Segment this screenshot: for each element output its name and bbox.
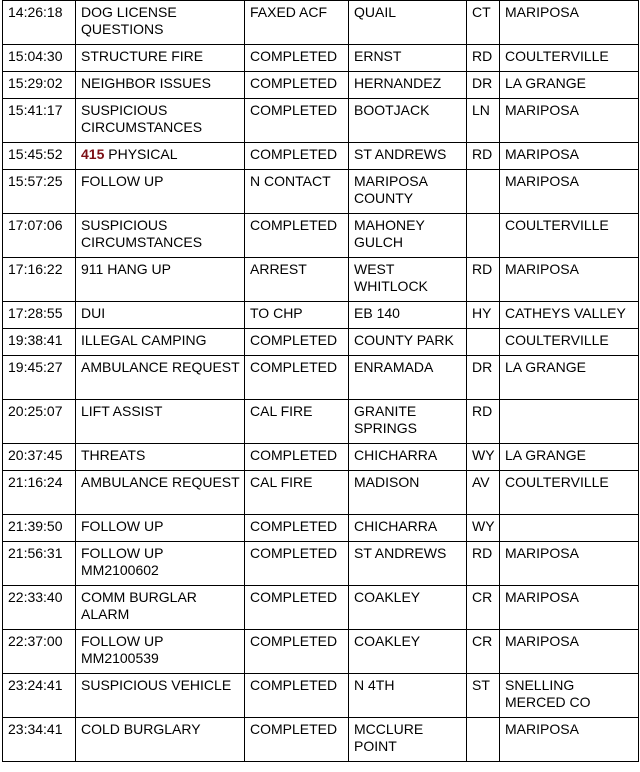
street-suffix-cell xyxy=(467,170,500,214)
time-cell: 15:41:17 xyxy=(3,99,76,143)
table-row xyxy=(3,1,639,45)
disposition-cell: COMPLETED xyxy=(245,515,349,542)
city-cell: COULTERVILLE xyxy=(500,329,639,356)
city-cell: LA GRANGE xyxy=(500,356,639,400)
city-cell: COULTERVILLE xyxy=(500,45,639,72)
call-type-cell: FOLLOW UP MM2100539 xyxy=(76,630,245,674)
table-row xyxy=(3,72,639,99)
disposition-cell: COMPLETED xyxy=(245,630,349,674)
table-row xyxy=(3,329,639,356)
disposition-cell: FAXED ACF xyxy=(245,1,349,45)
disposition-cell: COMPLETED xyxy=(245,444,349,471)
street-suffix-cell: RD xyxy=(467,143,500,170)
time-cell: 17:07:06 xyxy=(3,214,76,258)
call-type-cell: COLD BURGLARY xyxy=(76,718,245,762)
street-cell: ST ANDREWS xyxy=(349,143,467,170)
disposition-cell: COMPLETED xyxy=(245,542,349,586)
call-type-cell: FOLLOW UP xyxy=(76,515,245,542)
disposition-cell: COMPLETED xyxy=(245,329,349,356)
city-cell: MARIPOSA xyxy=(500,258,639,302)
city-cell xyxy=(500,515,639,542)
table-row xyxy=(3,214,639,258)
disposition-cell: COMPLETED xyxy=(245,718,349,762)
street-cell: QUAIL xyxy=(349,1,467,45)
street-suffix-cell: ST xyxy=(467,674,500,718)
street-cell: ENRAMADA xyxy=(349,356,467,400)
disposition-cell: COMPLETED xyxy=(245,45,349,72)
call-type-cell: THREATS xyxy=(76,444,245,471)
street-cell: CHICHARRA xyxy=(349,444,467,471)
call-log-table xyxy=(2,0,639,762)
table-row xyxy=(3,45,639,72)
city-cell: MARIPOSA xyxy=(500,718,639,762)
city-cell: COULTERVILLE xyxy=(500,214,639,258)
call-type-cell: SUSPICIOUS CIRCUMSTANCES xyxy=(76,99,245,143)
time-cell: 22:33:40 xyxy=(3,586,76,630)
time-cell: 15:29:02 xyxy=(3,72,76,99)
street-suffix-cell: WY xyxy=(467,444,500,471)
city-cell: MARIPOSA xyxy=(500,99,639,143)
table-row xyxy=(3,143,639,170)
city-cell: LA GRANGE xyxy=(500,444,639,471)
disposition-cell: COMPLETED xyxy=(245,356,349,400)
street-suffix-cell: WY xyxy=(467,515,500,542)
time-cell: 20:37:45 xyxy=(3,444,76,471)
table-row xyxy=(3,400,639,444)
call-type-cell: FOLLOW UP xyxy=(76,170,245,214)
disposition-cell: COMPLETED xyxy=(245,214,349,258)
disposition-cell: TO CHP xyxy=(245,302,349,329)
street-suffix-cell xyxy=(467,214,500,258)
street-suffix-cell: AV xyxy=(467,471,500,515)
disposition-cell: COMPLETED xyxy=(245,72,349,99)
disposition-cell: N CONTACT xyxy=(245,170,349,214)
call-type-cell: COMM BURGLAR ALARM xyxy=(76,586,245,630)
street-cell: COAKLEY xyxy=(349,630,467,674)
city-cell: CATHEYS VALLEY xyxy=(500,302,639,329)
time-cell: 23:34:41 xyxy=(3,718,76,762)
table-row xyxy=(3,542,639,586)
street-cell: MARIPOSA COUNTY xyxy=(349,170,467,214)
street-cell: GRANITE SPRINGS xyxy=(349,400,467,444)
street-suffix-cell: RD xyxy=(467,542,500,586)
table-row xyxy=(3,674,639,718)
street-suffix-cell: CR xyxy=(467,630,500,674)
time-cell: 15:45:52 xyxy=(3,143,76,170)
call-type-cell: ILLEGAL CAMPING xyxy=(76,329,245,356)
city-cell xyxy=(500,400,639,444)
street-cell: MADISON xyxy=(349,471,467,515)
city-cell: COULTERVILLE xyxy=(500,471,639,515)
time-cell: 17:16:22 xyxy=(3,258,76,302)
disposition-cell: COMPLETED xyxy=(245,143,349,170)
call-type-cell: STRUCTURE FIRE xyxy=(76,45,245,72)
street-cell: CHICHARRA xyxy=(349,515,467,542)
street-cell: MCCLURE POINT xyxy=(349,718,467,762)
street-suffix-cell: CT xyxy=(467,1,500,45)
incident-code: 415 xyxy=(81,146,105,162)
city-cell: LA GRANGE xyxy=(500,72,639,99)
time-cell: 15:57:25 xyxy=(3,170,76,214)
street-cell: COAKLEY xyxy=(349,586,467,630)
street-suffix-cell: HY xyxy=(467,302,500,329)
call-type-cell: DOG LICENSE QUESTIONS xyxy=(76,1,245,45)
street-cell: WEST WHITLOCK xyxy=(349,258,467,302)
table-row xyxy=(3,170,639,214)
call-type-cell xyxy=(76,143,245,170)
street-suffix-cell xyxy=(467,718,500,762)
call-log-body xyxy=(3,1,639,762)
street-cell: ST ANDREWS xyxy=(349,542,467,586)
call-type-cell: NEIGHBOR ISSUES xyxy=(76,72,245,99)
time-cell: 21:39:50 xyxy=(3,515,76,542)
street-suffix-cell: CR xyxy=(467,586,500,630)
street-cell: ERNST xyxy=(349,45,467,72)
call-type-cell: 911 HANG UP xyxy=(76,258,245,302)
time-cell: 21:16:24 xyxy=(3,471,76,515)
street-suffix-cell: RD xyxy=(467,400,500,444)
table-row xyxy=(3,302,639,329)
table-row xyxy=(3,718,639,762)
time-cell: 21:56:31 xyxy=(3,542,76,586)
call-type-cell: FOLLOW UP MM2100602 xyxy=(76,542,245,586)
time-cell: 17:28:55 xyxy=(3,302,76,329)
call-type-cell: DUI xyxy=(76,302,245,329)
table-row xyxy=(3,515,639,542)
disposition-cell: CAL FIRE xyxy=(245,471,349,515)
time-cell: 19:45:27 xyxy=(3,356,76,400)
table-row xyxy=(3,471,639,515)
time-cell: 15:04:30 xyxy=(3,45,76,72)
city-cell: MARIPOSA xyxy=(500,542,639,586)
table-row xyxy=(3,586,639,630)
call-type-text: PHYSICAL xyxy=(104,146,178,162)
time-cell: 14:26:18 xyxy=(3,1,76,45)
time-cell: 20:25:07 xyxy=(3,400,76,444)
street-cell: EB 140 xyxy=(349,302,467,329)
call-type-cell: AMBULANCE REQUEST xyxy=(76,471,245,515)
call-type-cell: AMBULANCE REQUEST xyxy=(76,356,245,400)
disposition-cell: COMPLETED xyxy=(245,674,349,718)
call-type-cell: LIFT ASSIST xyxy=(76,400,245,444)
table-row xyxy=(3,356,639,400)
street-suffix-cell: DR xyxy=(467,72,500,99)
street-cell: MAHONEY GULCH xyxy=(349,214,467,258)
city-cell: MARIPOSA xyxy=(500,630,639,674)
street-suffix-cell: LN xyxy=(467,99,500,143)
time-cell: 23:24:41 xyxy=(3,674,76,718)
table-row xyxy=(3,258,639,302)
table-row xyxy=(3,99,639,143)
street-suffix-cell xyxy=(467,329,500,356)
street-cell: N 4TH xyxy=(349,674,467,718)
call-type-cell: SUSPICIOUS VEHICLE xyxy=(76,674,245,718)
disposition-cell: ARREST xyxy=(245,258,349,302)
disposition-cell: COMPLETED xyxy=(245,99,349,143)
disposition-cell: CAL FIRE xyxy=(245,400,349,444)
city-cell: SNELLING MERCED CO xyxy=(500,674,639,718)
street-suffix-cell: RD xyxy=(467,45,500,72)
table-row xyxy=(3,444,639,471)
street-suffix-cell: RD xyxy=(467,258,500,302)
city-cell: MARIPOSA xyxy=(500,143,639,170)
street-cell: HERNANDEZ xyxy=(349,72,467,99)
street-cell: BOOTJACK xyxy=(349,99,467,143)
call-type-cell: SUSPICIOUS CIRCUMSTANCES xyxy=(76,214,245,258)
time-cell: 19:38:41 xyxy=(3,329,76,356)
street-cell: COUNTY PARK xyxy=(349,329,467,356)
time-cell: 22:37:00 xyxy=(3,630,76,674)
city-cell: MARIPOSA xyxy=(500,170,639,214)
disposition-cell: COMPLETED xyxy=(245,586,349,630)
table-row xyxy=(3,630,639,674)
city-cell: MARIPOSA xyxy=(500,1,639,45)
city-cell: MARIPOSA xyxy=(500,586,639,630)
street-suffix-cell: DR xyxy=(467,356,500,400)
